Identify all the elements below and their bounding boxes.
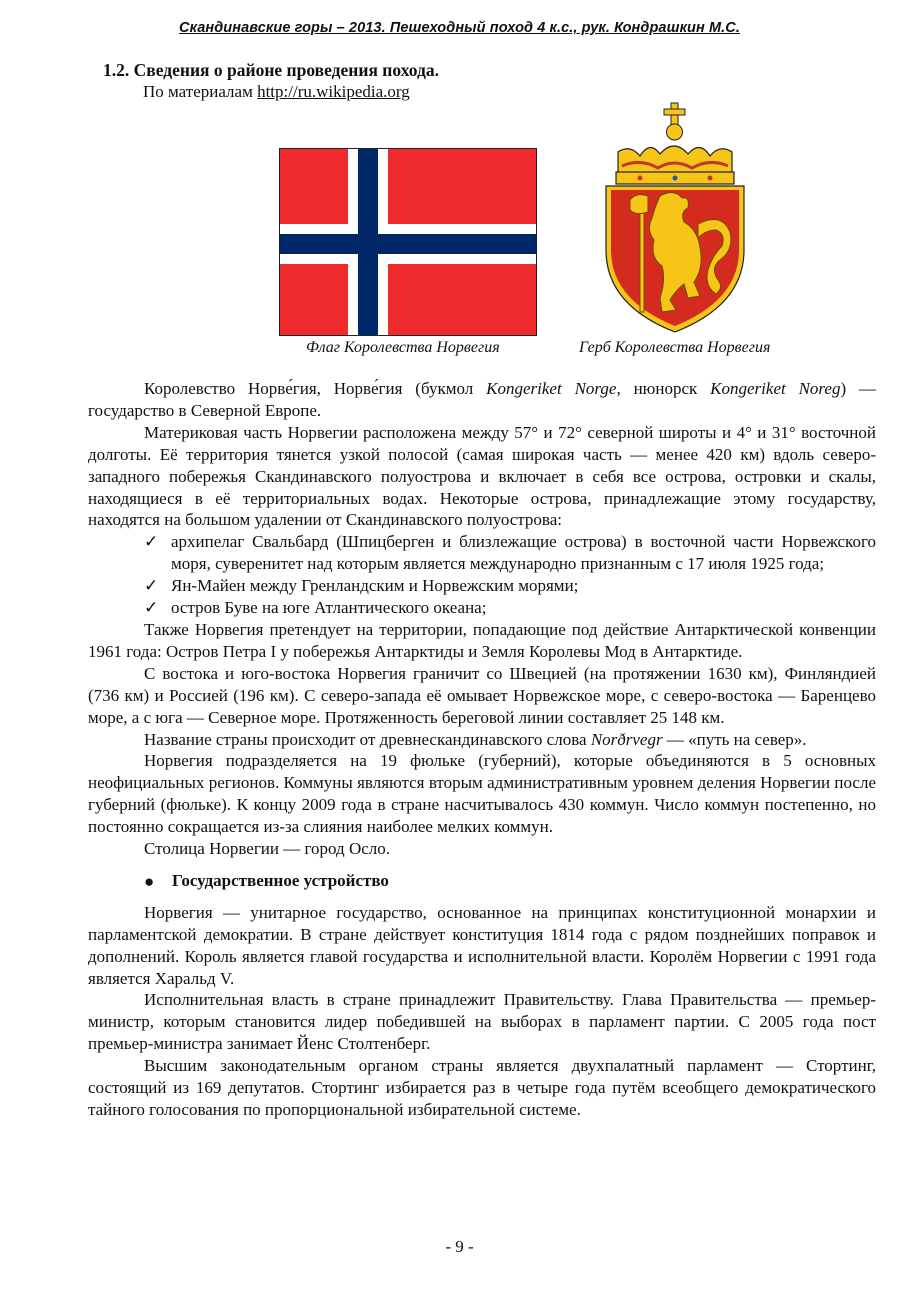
checkmark-icon: ✓ xyxy=(144,598,159,618)
list-item: ✓ остров Буве на юге Атлантического океана; xyxy=(144,598,487,618)
section-title: 1.2. Сведения о районе проведения похода. xyxy=(103,60,439,80)
checkmark-icon: ✓ xyxy=(144,532,159,552)
source-link[interactable]: http://ru.wikipedia.org xyxy=(257,82,410,101)
paragraph: Исполнительная власть в стране принадлежит Правительству. Глава Правительства — премьер-министр, которым становится лидер победившей на выборах в парламент партии. С 2005 года пост премьер-министра занимает Йенс Столтенберг. xyxy=(88,990,876,1054)
list-item: ✓ архипелаг Свальбард (Шпицберген и близлежащие острова) в восточной части Норвежского моря, суверенитет над которым является международно признанным с 17 июля 1925 года; xyxy=(144,532,876,574)
paragraph: Высшим законодательным органом страны является двухпалатный парламент — Стортинг, состоящий из 169 депутатов. Стортинг избирается раз в четыре года путём всеобщего демократического тайного голосования по пропорциональной избирательной системе. xyxy=(88,1056,876,1119)
paragraph: Норвегия — унитарное государство, основанное на принципах конституционной монархии и парламентской демократии. В стране действует конституция 1814 года с рядом позднейших поправок и дополнений. Король является главой государства и исполнительной власти. Королём Норвегии с 1991 года является Харальд V. xyxy=(88,902,876,988)
paragraph: Материковая часть Норвегии расположена между 57° и 72° северной широты и 4° и 31° восточной долготы. Её территория тянется узкой полосой (самая широкая часть — менее 420 км) вдоль северо-западного побережья Скандинавского полуострова и включает в себя все острова, островки и скалы, находящиеся в её территориальных водах. Некоторые острова, принадлежащие этому государству, находятся на большом удалении от Скандинавского полуострова: xyxy=(88,422,876,530)
running-header: Скандинавские горы – 2013. Пешеходный поход 4 к.с., рук. Кондрашкин М.С. xyxy=(179,20,740,36)
norway-flag-image xyxy=(279,148,537,336)
coat-caption: Герб Королевства Норвегия xyxy=(579,339,771,356)
paragraph: Название страны происходит от древнескандинавского слова Norðrvegr — «путь на север». xyxy=(144,729,807,749)
norway-coat-of-arms-image xyxy=(600,100,750,336)
article-body xyxy=(88,378,876,1121)
bullet-icon: ● xyxy=(144,871,155,891)
paragraph: Норвегия подразделяется на 19 фюльке (губерний), которые объединяются в 5 основных неофициальных регионов. Коммуны являются вторым административным уровнем деления Норвегии после губерний (фюльке). К концу 2009 года в стране насчитывалось 430 коммун. Число коммун постепенно, но постоянно сокращается из-за слияния наиболее мелких коммун. xyxy=(88,751,876,837)
list-item: ✓ Ян-Майен между Гренландским и Норвежским морями; xyxy=(144,576,579,596)
paragraph: Также Норвегия претендует на территории, попадающие под действие Антарктической конвенции 1961 года: Остров Петра I у побережья Антарктиды и Земля Королевы Мод в Антарктиде. xyxy=(88,619,876,661)
paragraph: С востока и юго-востока Норвегия граничит со Швецией (на протяжении 1630 км), Финляндией (736 км) и Россией (196 км). С северо-запада её омывает Норвежское море, с северо-востока — Баренцево море, а с юга — Северное море. Протяженность береговой линии составляет 25 148 км. xyxy=(88,663,876,727)
island-list xyxy=(88,531,876,619)
page-number: - 9 - xyxy=(445,1237,474,1256)
flag-caption: Флаг Королевства Норвегия xyxy=(306,339,500,356)
paragraph: Столица Норвегии — город Осло. xyxy=(144,839,391,859)
source-prefix: По материалам xyxy=(143,82,258,101)
source-line xyxy=(143,82,410,102)
paragraph: Королевство Норве́гия, Норве́гия (букмол Kongeriket Norge, нюнорск Kongeriket Noreg) — государство в Северной Европе. xyxy=(88,379,877,420)
checkmark-icon: ✓ xyxy=(144,576,159,596)
subsection-heading: ● Государственное устройство xyxy=(144,870,389,891)
